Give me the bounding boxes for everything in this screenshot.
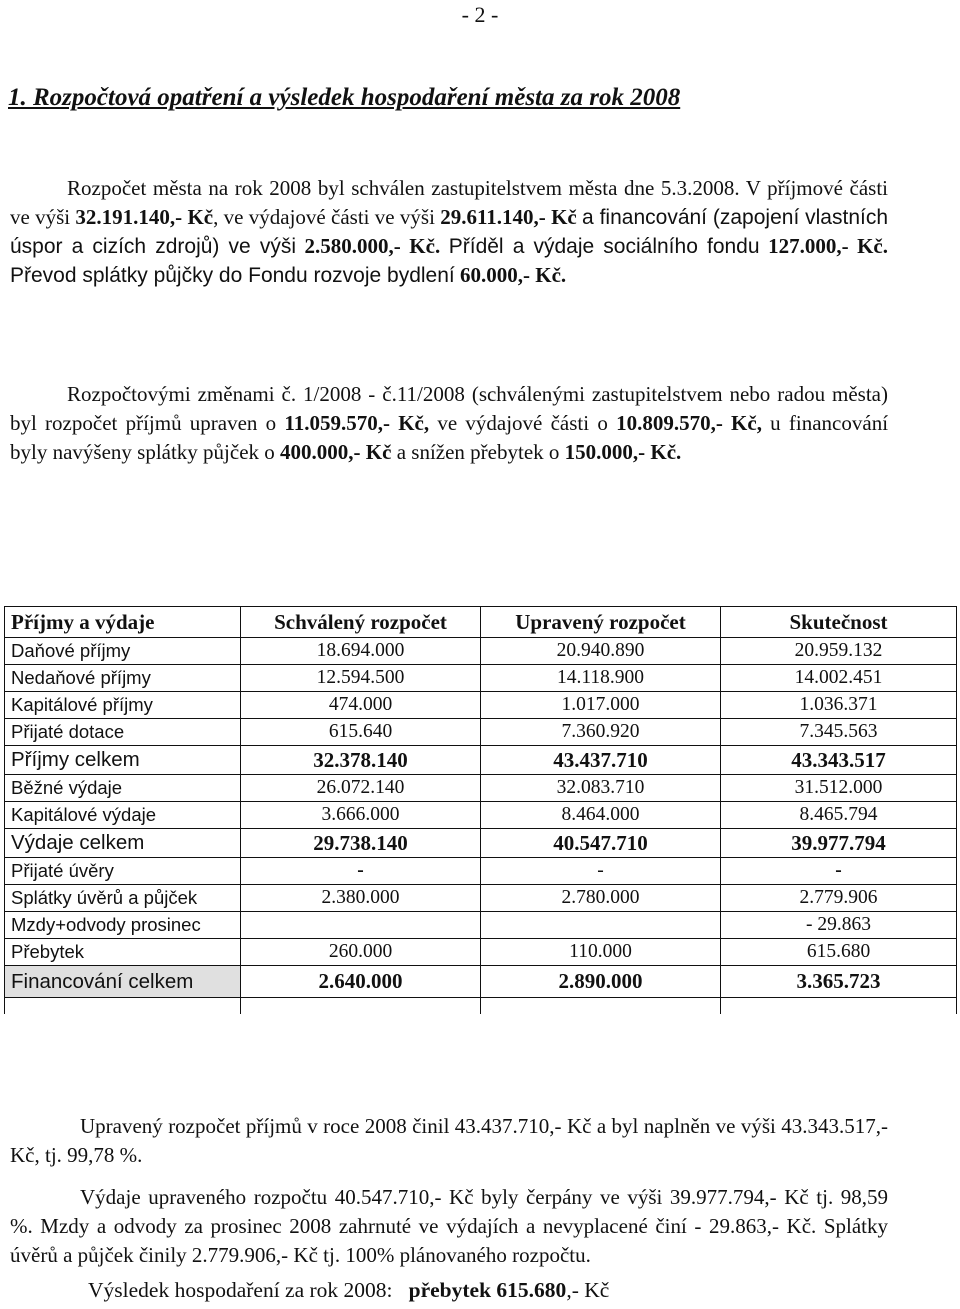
actual-value: 14.002.451 [721, 665, 957, 692]
para1-text-5: Převod splátky půjčky do Fondu rozvoje bydlení [10, 264, 455, 287]
table-total-row [5, 746, 957, 775]
actual-value: 2.779.906 [721, 885, 957, 912]
header-actual: Skutečnost [721, 607, 957, 638]
adjusted-value: - [481, 858, 721, 885]
header-approved: Schválený rozpočet [241, 607, 481, 638]
para2-loan-change: 400.000,- Kč [280, 440, 392, 464]
para1-income-amount: 32.191.140,- Kč [75, 205, 214, 229]
actual-value: 8.465.794 [721, 802, 957, 829]
result-suffix: ,- Kč [566, 1278, 610, 1302]
budget-approval-paragraph [10, 174, 888, 290]
approved-value: 2.380.000 [241, 885, 481, 912]
row-label: Splátky úvěrů a půjček [5, 885, 241, 912]
table-row [5, 858, 957, 885]
approved-value: 32.378.140 [241, 746, 481, 775]
budget-changes-paragraph [10, 380, 888, 467]
row-label: Daňové příjmy [5, 638, 241, 665]
approved-value: 474.000 [241, 692, 481, 719]
actual-value: 7.345.563 [721, 719, 957, 746]
approved-value: 615.640 [241, 719, 481, 746]
table-header-row [5, 607, 957, 638]
adjusted-value: 1.017.000 [481, 692, 721, 719]
adjusted-value: 2.890.000 [481, 966, 721, 998]
row-label: Příjmy celkem [5, 746, 241, 775]
para2-expense-change: 10.809.570,- Kč, [616, 411, 762, 435]
para2-text-4: a snížen přebytek o [396, 440, 560, 464]
para1-text-1: Rozpočet města na rok 2008 byl schválen zastupitelstvem města dne 5.3.2008. V příjmové části ve výši [10, 176, 888, 229]
income-summary-text: Upravený rozpočet příjmů v roce 2008 činil 43.437.710,- Kč a byl naplněn ve výši 43.343.517,- Kč, tj. 99,78 %. [10, 1114, 888, 1167]
table-row [5, 802, 957, 829]
row-label: Výdaje celkem [5, 829, 241, 858]
expense-summary-paragraph [10, 1183, 888, 1270]
approved-value: 26.072.140 [241, 775, 481, 802]
budget-table [4, 606, 957, 1014]
adjusted-value: 110.000 [481, 939, 721, 966]
para2-income-change: 11.059.570,- Kč, [284, 411, 430, 435]
approved-value: 260.000 [241, 939, 481, 966]
row-label: Přijaté dotace [5, 719, 241, 746]
approved-value: - [241, 858, 481, 885]
actual-value: 31.512.000 [721, 775, 957, 802]
table-total-row [5, 966, 957, 998]
adjusted-value: 40.547.710 [481, 829, 721, 858]
actual-value: - [721, 858, 957, 885]
table-row [5, 719, 957, 746]
para1-text-2: , ve výdajové části ve výši [213, 205, 435, 229]
table-row [5, 912, 957, 939]
approved-value: 29.738.140 [241, 829, 481, 858]
result-line [88, 1278, 609, 1303]
row-label: Nedaňové příjmy [5, 665, 241, 692]
para2-text-2: ve výdajové části o [437, 411, 608, 435]
row-label: Přebytek [5, 939, 241, 966]
header-adjusted: Upravený rozpočet [481, 607, 721, 638]
row-label: Přijaté úvěry [5, 858, 241, 885]
approved-value [241, 912, 481, 939]
actual-value: 43.343.517 [721, 746, 957, 775]
adjusted-value: 7.360.920 [481, 719, 721, 746]
row-label: Běžné výdaje [5, 775, 241, 802]
row-label: Financování celkem [5, 966, 241, 998]
table-row [5, 939, 957, 966]
result-value: přebytek 615.680 [408, 1278, 567, 1302]
page-number: - 2 - [461, 2, 499, 27]
para1-expense-amount: 29.611.140,- Kč [440, 205, 577, 229]
actual-value: - 29.863 [721, 912, 957, 939]
actual-value: 39.977.794 [721, 829, 957, 858]
para1-text-3: a financování (zapojení vlastních úspor a cizích zdrojů) ve výši [10, 206, 889, 258]
expense-summary-text: Výdaje upraveného rozpočtu 40.547.710,- Kč byly čerpány ve výši 39.977.794,- Kč tj. 98,59 %. Mzdy a odvody za prosinec 2008 zahrnuté ve výdajích a nevyplacené činí - 29.863,- Kč. Splátky úvěrů a půjček činily 2.779.906,- Kč tj. 100% plánovaného rozpočtu. [10, 1185, 888, 1267]
row-label: Mzdy+odvody prosinec [5, 912, 241, 939]
adjusted-value: 8.464.000 [481, 802, 721, 829]
header-category: Příjmy a výdaje [5, 607, 241, 638]
para1-housing-fund-amount: 60.000,- Kč. [460, 263, 567, 287]
section-heading: 1. Rozpočtová opatření a výsledek hospodaření města za rok 2008 [8, 84, 681, 111]
para1-text-4: Příděl a výdaje sociálního fondu [448, 235, 760, 258]
para2-surplus-change: 150.000,- Kč. [564, 440, 682, 464]
table-row [5, 638, 957, 665]
para1-social-fund-amount: 127.000,- Kč. [768, 234, 889, 258]
result-label: Výsledek hospodaření za rok 2008: [88, 1278, 393, 1302]
adjusted-value: 32.083.710 [481, 775, 721, 802]
table-row [5, 998, 957, 1015]
income-summary-paragraph [10, 1112, 888, 1170]
approved-value: 12.594.500 [241, 665, 481, 692]
table-row [5, 775, 957, 802]
para2-text-3: u financování byly navýšeny splátky půjček o [10, 411, 889, 464]
table-row [5, 692, 957, 719]
adjusted-value [481, 912, 721, 939]
actual-value: 3.365.723 [721, 966, 957, 998]
approved-value: 18.694.000 [241, 638, 481, 665]
para1-financing-amount: 2.580.000,- Kč. [304, 234, 441, 258]
actual-value: 20.959.132 [721, 638, 957, 665]
row-label: Kapitálové výdaje [5, 802, 241, 829]
actual-value: 1.036.371 [721, 692, 957, 719]
table-total-row [5, 829, 957, 858]
table-row [5, 665, 957, 692]
actual-value: 615.680 [721, 939, 957, 966]
adjusted-value: 14.118.900 [481, 665, 721, 692]
adjusted-value: 2.780.000 [481, 885, 721, 912]
table-row [5, 885, 957, 912]
approved-value: 2.640.000 [241, 966, 481, 998]
row-label: Kapitálové příjmy [5, 692, 241, 719]
para2-text-1: Rozpočtovými změnami č. 1/2008 - č.11/2008 (schválenými zastupitelstvem nebo radou města) byl rozpočet příjmů upraven o [10, 382, 888, 435]
adjusted-value: 43.437.710 [481, 746, 721, 775]
approved-value: 3.666.000 [241, 802, 481, 829]
adjusted-value: 20.940.890 [481, 638, 721, 665]
